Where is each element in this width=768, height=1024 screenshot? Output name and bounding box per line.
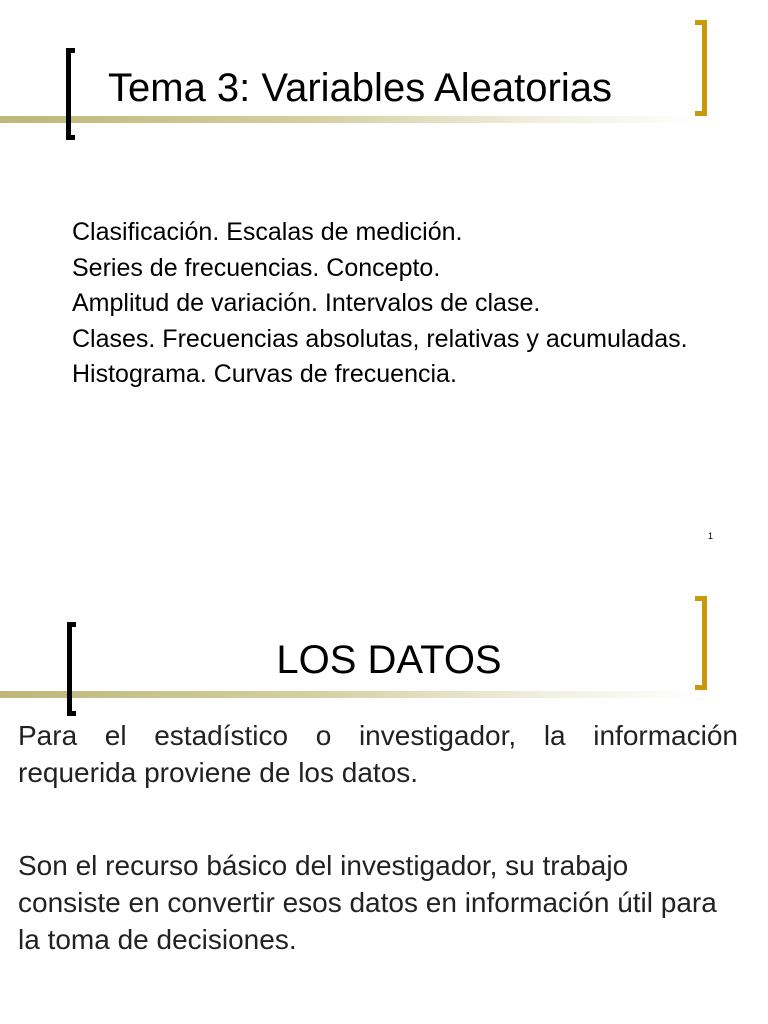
page-number: 1 xyxy=(708,531,714,541)
right-bracket-icon xyxy=(695,20,707,116)
topic-item: Histograma. Curvas de frecuencia. xyxy=(72,360,457,388)
title-underline xyxy=(0,691,700,698)
topic-item: Amplitud de variación. Intervalos de clase. xyxy=(72,289,541,317)
topic-item: Series de frecuencias. Concepto. xyxy=(72,253,441,282)
left-bracket-icon xyxy=(66,48,75,140)
title-underline xyxy=(0,116,700,123)
body-paragraph: Para el estadístico o investigador, la información requerida proviene de los datos. xyxy=(18,720,738,788)
topic-list xyxy=(72,215,733,393)
body-paragraph: Son el recurso básico del investigador, su trabajo consiste en convertir esos datos en información útil para la toma de decisiones. xyxy=(18,850,717,955)
slide-2 xyxy=(0,578,768,1024)
topic-item: Clasificación. Escalas de medición. xyxy=(72,218,463,246)
topic-item: Clases. Frecuencias absolutas, relativas y acumuladas. xyxy=(72,324,688,353)
slide-title: LOS DATOS xyxy=(276,638,502,682)
slide-title: Tema 3: Variables Aleatorias xyxy=(108,66,612,110)
